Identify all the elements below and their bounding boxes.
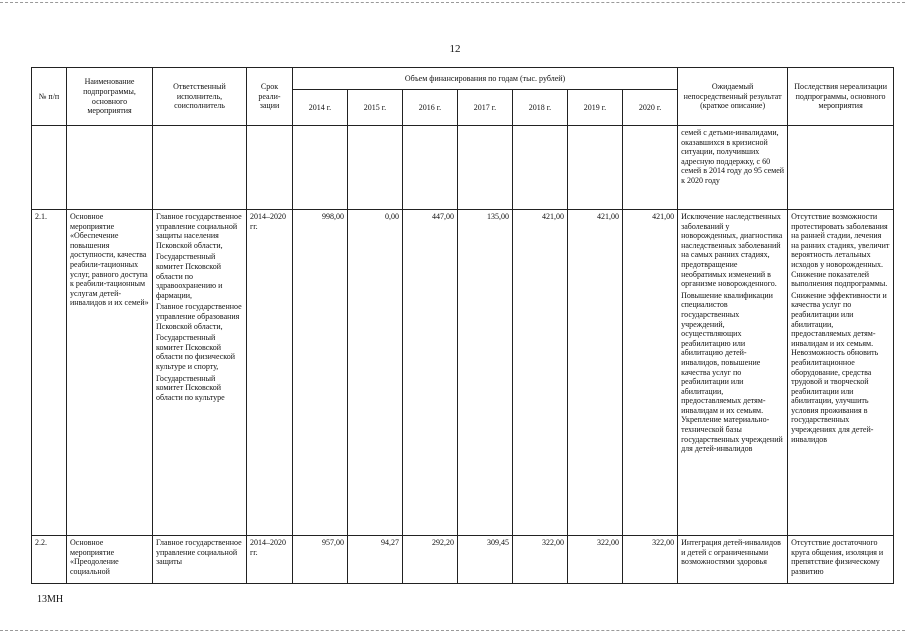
responsible-org: Главное государственное управление социальной защиты населения Псковской области, bbox=[156, 212, 242, 250]
header-year: 2019 г. bbox=[568, 90, 623, 126]
row-value-2018: 322,00 bbox=[513, 536, 568, 584]
responsible-org: Государственный комитет Псковской области по культуре bbox=[156, 373, 225, 402]
row-consequences bbox=[788, 210, 894, 536]
header-finance: Объем финансирования по годам (тыс. рублей) bbox=[293, 68, 678, 90]
scan-top-edge bbox=[0, 2, 905, 3]
header-consequences: Последствия нереализации подпрограммы, основного мероприятия bbox=[788, 68, 894, 126]
row-value-2019: 421,00 bbox=[568, 210, 623, 536]
document-code: 13МН bbox=[37, 594, 64, 605]
header-term: Срок реали-зации bbox=[247, 68, 293, 126]
row-name: Основное мероприятие «Обеспечение повышения доступности, качества реабили-тационных услуг, равного доступа к реабили-тационным услугам детей-инвалидов и их семей» bbox=[67, 210, 153, 536]
header-year: 2015 г. bbox=[348, 90, 403, 126]
result-paragraph: Интеграция детей-инвалидов и детей с ограниченными возможностями здоровья bbox=[681, 538, 781, 567]
row-value-2016: 292,20 bbox=[403, 536, 458, 584]
table-row bbox=[32, 210, 894, 536]
continuation-result: семей с детьми-инвалидами, оказавшихся в кризисной ситуации, получивших адресную поддержку, с 60 семей в 2014 году до 95 семей к 2020 году bbox=[678, 126, 788, 210]
header-year: 2014 г. bbox=[293, 90, 348, 126]
row-responsible bbox=[153, 536, 247, 584]
consequence-paragraph: Отсутствие достаточного круга общения, изоляция и препятствие физическому развитию bbox=[791, 538, 884, 576]
row-number: 2.1. bbox=[32, 210, 67, 536]
scan-bottom-edge bbox=[0, 630, 905, 631]
row-result bbox=[678, 210, 788, 536]
row-value-2014: 957,00 bbox=[293, 536, 348, 584]
consequence-paragraph: Снижение эффективности и качества услуг по реабилитации или абилитации, предоставляемых детям-инвалидам и их семьям. Невозможность обновить реабилитационное оборудование, средства трудовой и творческой реабилитации или абилитации, улучшить условия проживания в государственных учреждениях для детей-инвалидов bbox=[791, 290, 887, 444]
row-value-2014: 998,00 bbox=[293, 210, 348, 536]
header-responsible: Ответственный исполнитель, соисполнитель bbox=[153, 68, 247, 126]
result-paragraph: Исключение наследственных заболеваний у новорожденных, диагностика наследственных заболеваний на самых ранних стадиях, предотвращение необратимых изменений в организме новорожденного. bbox=[681, 212, 783, 289]
row-value-2017: 135,00 bbox=[458, 210, 513, 536]
header-name: Наименование подпрограммы, основного мероприятия bbox=[67, 68, 153, 126]
row-value-2018: 421,00 bbox=[513, 210, 568, 536]
responsible-org: Государственный комитет Псковской области по здравоохранению и фармации, bbox=[156, 252, 223, 300]
responsible-org: Главное государственное управление образования Псковской области, bbox=[156, 302, 242, 331]
row-consequences bbox=[788, 536, 894, 584]
header-year: 2016 г. bbox=[403, 90, 458, 126]
responsible-org: Главное государственное управление социальной защиты bbox=[156, 538, 242, 567]
row-name: Основное мероприятие «Преодоление социальной bbox=[67, 536, 153, 584]
row-result bbox=[678, 536, 788, 584]
table-row bbox=[32, 536, 894, 584]
row-responsible bbox=[153, 210, 247, 536]
row-value-2017: 309,45 bbox=[458, 536, 513, 584]
row-term: 2014–2020 гг. bbox=[247, 210, 293, 536]
header-year: 2018 г. bbox=[513, 90, 568, 126]
header-year: 2017 г. bbox=[458, 90, 513, 126]
row-term: 2014–2020 гг. bbox=[247, 536, 293, 584]
page-number: 12 bbox=[449, 43, 461, 55]
row-value-2015: 0,00 bbox=[348, 210, 403, 536]
row-value-2015: 94,27 bbox=[348, 536, 403, 584]
header-year: 2020 г. bbox=[623, 90, 678, 126]
row-number: 2.2. bbox=[32, 536, 67, 584]
continuation-row bbox=[32, 126, 894, 210]
result-paragraph: Повышение квалификации специалистов государственных учреждений, осуществляющих реабилитацию или абилитацию детей-инвалидов, повышение качества услуг по реабилитации или абилитации, предоставляемых детям-инвалидам и их семьям. Укрепление материально-технической базы государственных учреждений для детей-инвалидов bbox=[681, 290, 783, 454]
responsible-org: Государственный комитет Псковской области по физической культуре и спорту, bbox=[156, 333, 236, 371]
consequence-paragraph: Отсутствие возможности протестировать заболевания на ранней стадии, лечения на ранних стадиях, увеличит вероятность летальных исходов у новорожденных. Снижение показателей выполнения подпрограммы. bbox=[791, 212, 890, 289]
row-value-2020: 421,00 bbox=[623, 210, 678, 536]
row-value-2016: 447,00 bbox=[403, 210, 458, 536]
row-value-2020: 322,00 bbox=[623, 536, 678, 584]
row-value-2019: 322,00 bbox=[568, 536, 623, 584]
header-num: № п/п bbox=[32, 68, 67, 126]
program-table bbox=[31, 67, 894, 584]
header-result: Ожидаемый непосредственный результат (краткое описание) bbox=[678, 68, 788, 126]
